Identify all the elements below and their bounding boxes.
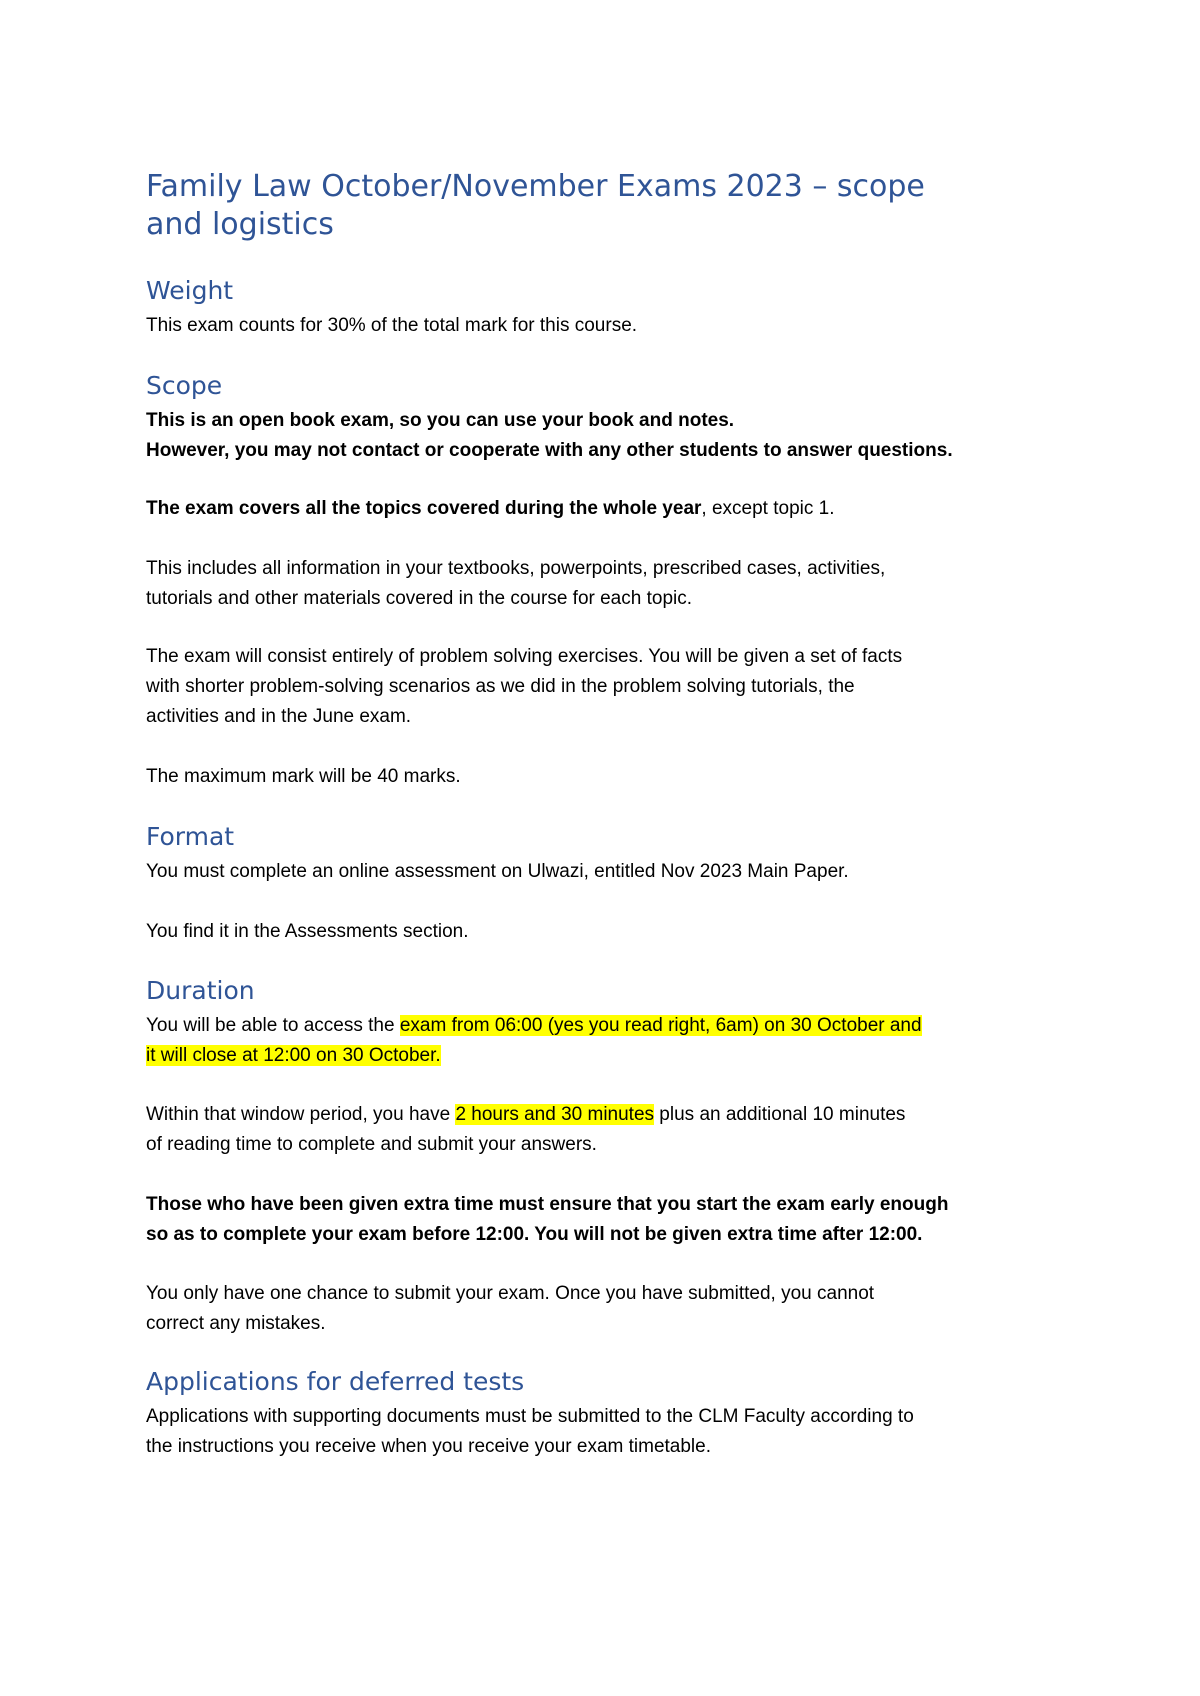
scope-bold-line: However, you may not contact or cooperate with any other students to answer questions.	[146, 440, 953, 461]
weight-heading: Weight	[146, 276, 234, 305]
duration-extra-line: Those who have been given extra time must ensure that you start the exam early enough	[146, 1194, 949, 1215]
title-line: Family Law October/November Exams 2023 – scope	[146, 169, 925, 204]
scope-covers-text	[146, 494, 1076, 524]
duration-access-line	[146, 1011, 1076, 1041]
format-line-1: You must complete an online assessment on Ulwazi, entitled Nov 2023 Main Paper.	[146, 861, 849, 882]
scope-includes-line: This includes all information in your textbooks, powerpoints, prescribed cases, activities,	[146, 558, 886, 579]
duration-heading: Duration	[146, 976, 255, 1005]
scope-includes-line: tutorials and other materials covered in the course for each topic.	[146, 588, 693, 609]
scope-consist-line: with shorter problem-solving scenarios as we did in the problem solving tutorials, the	[146, 676, 855, 697]
deferred-line: the instructions you receive when you receive your exam timetable.	[146, 1436, 711, 1457]
scope-covers-bold: The exam covers all the topics covered during the whole year	[146, 498, 702, 519]
duration-access-prefix: You will be able to access the	[146, 1015, 400, 1036]
duration-window-suffix: plus an additional 10 minutes	[654, 1104, 906, 1125]
duration-chance-line: You only have one chance to submit your exam. Once you have submitted, you cannot	[146, 1283, 875, 1304]
scope-covers-rest: , except topic 1.	[701, 498, 835, 519]
scope-consist-text	[146, 642, 1076, 732]
duration-access-line	[146, 1041, 1076, 1071]
format-heading: Format	[146, 822, 235, 851]
scope-includes-text	[146, 554, 1076, 614]
deferred-heading: Applications for deferred tests	[146, 1367, 525, 1396]
title-line: and logistics	[146, 207, 334, 242]
deferred-text	[146, 1402, 1076, 1462]
duration-chance-line: correct any mistakes.	[146, 1313, 326, 1334]
deferred-line: Applications with supporting documents must be submitted to the CLM Faculty according to	[146, 1406, 914, 1427]
duration-chance-text	[146, 1279, 1076, 1339]
duration-window-line: of reading time to complete and submit your answers.	[146, 1134, 597, 1155]
scope-consist-line: The exam will consist entirely of problem solving exercises. You will be given a set of facts	[146, 646, 903, 667]
duration-access-text	[146, 1011, 1076, 1071]
duration-access-highlight: exam from 06:00 (yes you read right, 6am) on 30 October and	[399, 1015, 922, 1036]
duration-window-prefix: Within that window period, you have	[146, 1104, 456, 1125]
duration-window-highlight: 2 hours and 30 minutes	[455, 1104, 655, 1125]
duration-window-text	[146, 1100, 1076, 1160]
document-title	[146, 168, 1076, 244]
duration-extra-time-text	[146, 1190, 1076, 1250]
scope-max-mark-text: The maximum mark will be 40 marks.	[146, 766, 461, 787]
scope-bold-line: This is an open book exam, so you can use your book and notes.	[146, 410, 735, 431]
duration-extra-line: so as to complete your exam before 12:00. You will not be given extra time after 12:00.	[146, 1224, 923, 1245]
scope-open-book-text	[146, 406, 1076, 466]
duration-access-highlight: it will close at 12:00 on 30 October.	[146, 1045, 441, 1066]
weight-text: This exam counts for 30% of the total mark for this course.	[146, 315, 638, 336]
scope-heading: Scope	[146, 371, 223, 400]
duration-window-line	[146, 1100, 1076, 1130]
scope-consist-line: activities and in the June exam.	[146, 706, 412, 727]
format-line-2: You find it in the Assessments section.	[146, 921, 469, 942]
